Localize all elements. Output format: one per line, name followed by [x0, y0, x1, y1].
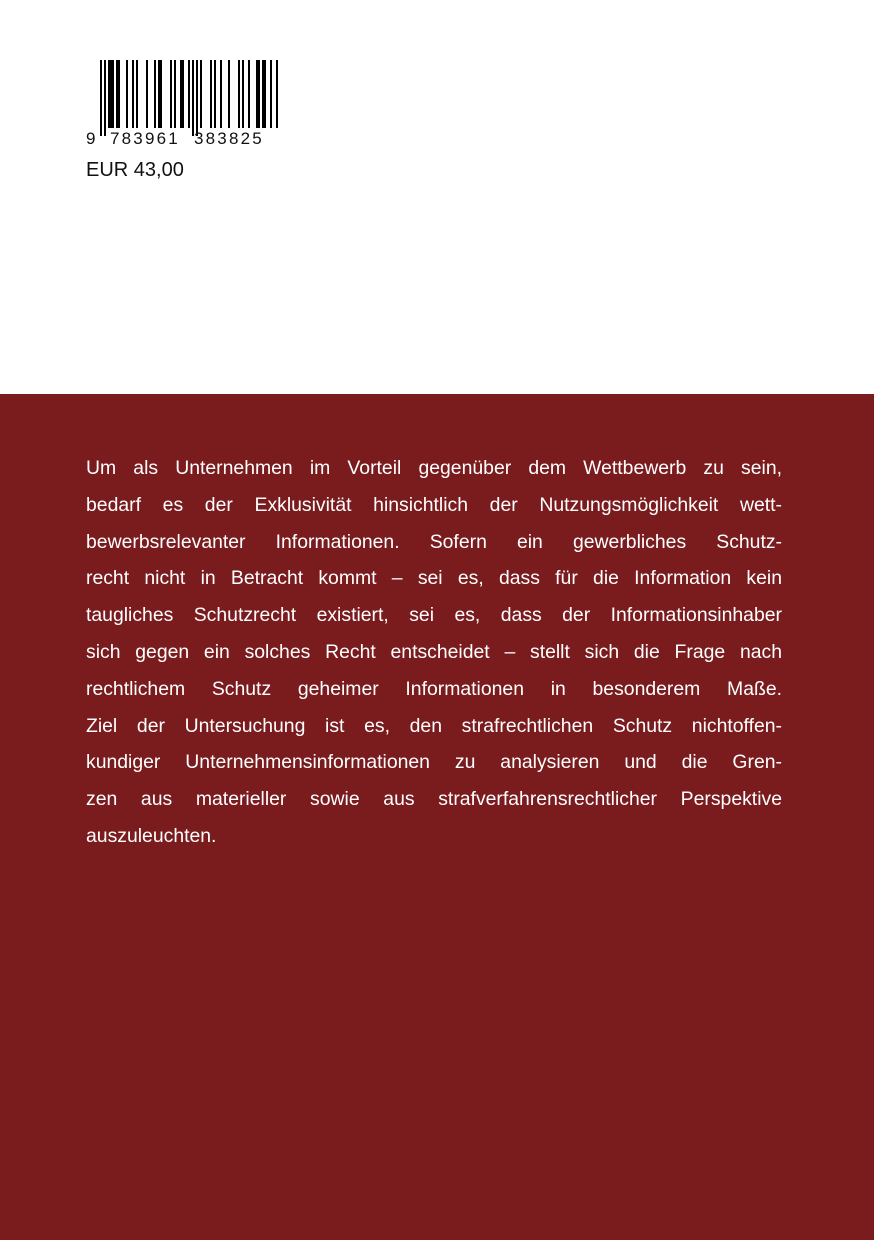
blurb-line: auszuleuchten.	[86, 824, 217, 847]
barcode-bar	[154, 60, 156, 128]
barcode-bar	[238, 60, 240, 128]
cover-top-panel	[0, 0, 874, 394]
barcode-bar	[228, 60, 230, 128]
barcode-bar	[100, 60, 102, 136]
barcode-bar	[136, 60, 138, 128]
cover-bottom-panel	[0, 394, 874, 1240]
blurb-line: bewerbsrelevanter Informationen. Sofern ein gewerbliches Schutz-	[86, 530, 782, 553]
blurb-line: bedarf es der Exklusivität hinsichtlich der Nutzungsmöglichkeit wett-	[86, 493, 782, 516]
barcode-bar	[220, 60, 222, 128]
barcode-bar	[132, 60, 134, 128]
barcode-bar	[108, 60, 110, 128]
barcode-left-group: 783961	[110, 129, 180, 148]
barcode-bar	[174, 60, 176, 128]
barcode-bar	[126, 60, 128, 128]
barcode-bars-graphic	[86, 60, 278, 138]
barcode-bar	[192, 60, 194, 136]
barcode-bar	[256, 60, 258, 128]
barcode-digits	[86, 129, 278, 149]
blurb-line: zen aus materieller sowie aus strafverfahrensrechtlicher Perspektive	[86, 788, 782, 811]
barcode-bar	[242, 60, 244, 128]
blurb-text	[86, 450, 782, 855]
barcode-bar	[118, 60, 120, 128]
barcode-bar	[270, 60, 272, 128]
barcode-bar	[158, 60, 160, 128]
barcode-bar	[160, 60, 162, 128]
barcode-bar	[180, 60, 182, 128]
blurb-line: taugliches Schutzrecht existiert, sei es, dass der Informationsinhaber	[86, 604, 782, 627]
blurb-line: sich gegen ein solches Recht entscheidet – stellt sich die Frage nach	[86, 640, 782, 663]
price-label: EUR 43,00	[86, 159, 184, 181]
blurb-line: Um als Unternehmen im Vorteil gegenüber dem Wettbewerb zu sein,	[86, 457, 782, 479]
barcode-bar	[258, 60, 260, 128]
barcode-bar	[276, 60, 278, 128]
barcode-bar	[210, 60, 212, 128]
barcode-bar	[200, 60, 202, 128]
blurb-line: Ziel der Untersuchung ist es, den strafrechtlichen Schutz nichtoffen-	[86, 714, 782, 737]
barcode-bar	[116, 60, 118, 128]
barcode-bar	[196, 60, 198, 136]
barcode-bar	[104, 60, 106, 136]
barcode-bar	[214, 60, 216, 128]
barcode-bar	[112, 60, 114, 128]
barcode-bar	[248, 60, 250, 128]
barcode-bar	[262, 60, 264, 128]
barcode-bar	[146, 60, 148, 128]
blurb-line: recht nicht in Betracht kommt – sei es, dass für die Information kein	[86, 567, 782, 590]
barcode-lead-digit: 9	[86, 129, 96, 148]
barcode-bar	[170, 60, 172, 128]
barcode-bar	[110, 60, 112, 128]
blurb-line: kundiger Unternehmensinformationen zu analysieren und die Gren-	[86, 751, 782, 774]
barcode-right-group: 383825	[194, 129, 264, 148]
barcode-bar	[188, 60, 190, 128]
barcode-bar	[264, 60, 266, 128]
barcode-bar	[182, 60, 184, 128]
blurb-line: rechtlichem Schutz geheimer Informationen in besonderem Maße.	[86, 677, 782, 700]
